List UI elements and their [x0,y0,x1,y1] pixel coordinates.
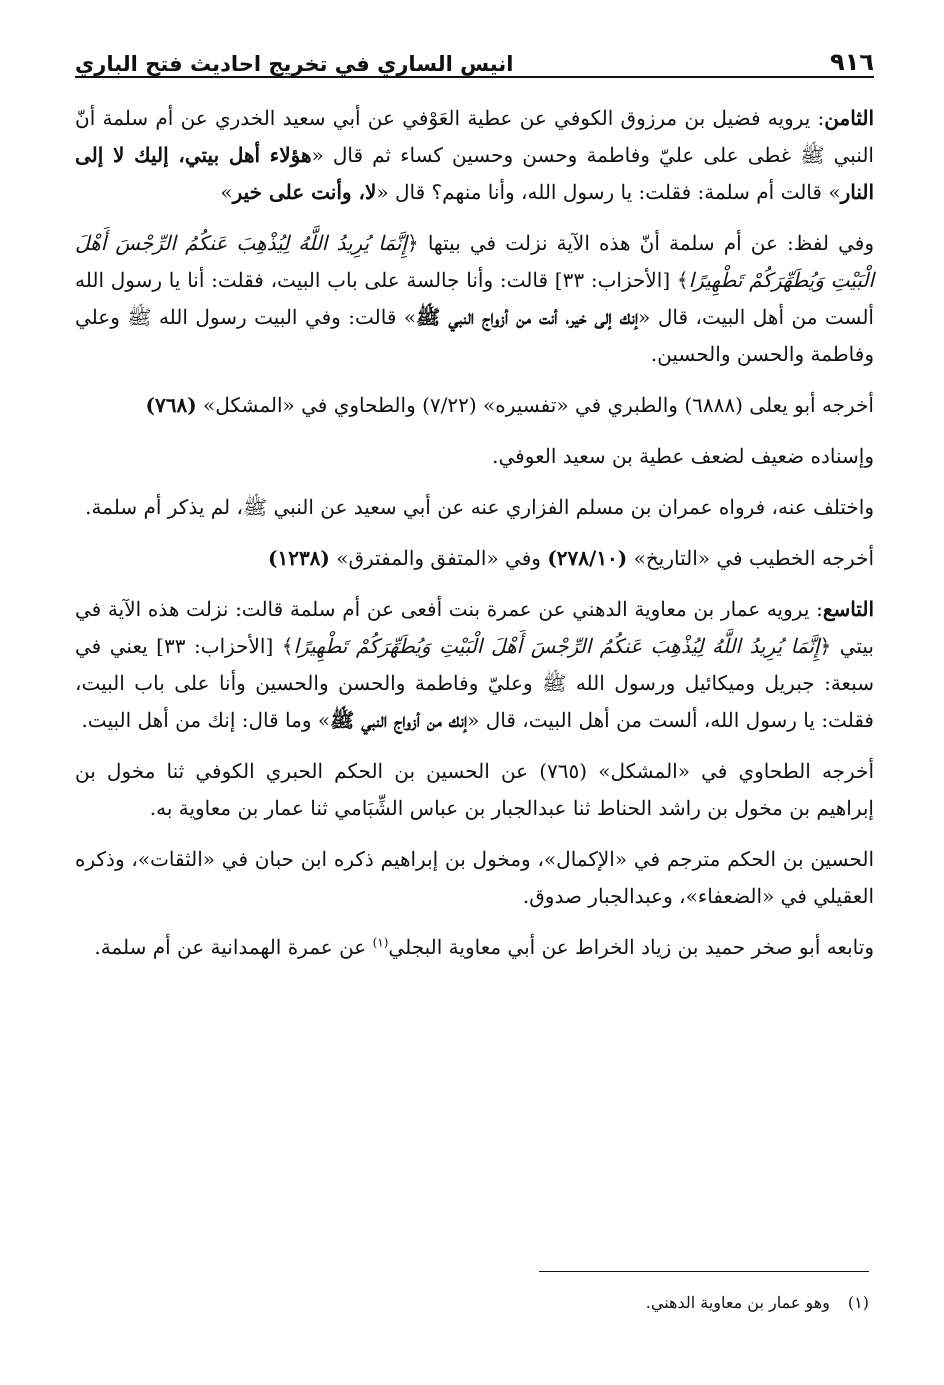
reference-number: (١٢٣٨) [267,546,330,570]
page-header [75,0,874,78]
paragraph-text: وتابعه أبو صخر حميد بن زياد الخراط عن أبي معاوية البجلي [388,935,874,959]
paragraph-citation [75,387,874,424]
paragraph-narrator-notes: الحسين بن الحكم مترجم في «الإكمال»، ومخول بن إبراهيم ذكره ابن حبان في «الثقات»، وذكره العقيلي في «الضعفاء»، وعبدالجبار صدوق. [75,847,874,908]
footnote-reference[interactable]: (١) [372,935,389,950]
paragraph-corroboration [75,929,874,966]
paragraph-text: أخرجه الخطيب في «التاريخ» [627,546,874,570]
paragraph-text: » [220,180,233,204]
paragraph-variation: واختلف عنه، فرواه عمران بن مسلم الفزاري عنه عن أبي سعيد عن النبي ﷺ، لم يذكر أم سلمة. [85,495,874,519]
paragraph-text: وفي لفظ: عن أم سلمة أنّ هذه الآية نزلت في بيتها ﴿ [407,231,874,255]
paragraph-ninth-chain [75,591,874,739]
section-label: الثامن [824,106,874,130]
page-number: ٩١٦ [830,48,874,76]
hadith-quote: إنك إلى خير، أنت من أزواج النبي ﷺ [416,305,639,329]
paragraph-text: » قالت أم سلمة: فقلت: يا رسول الله، وأنا منهم؟ قال « [376,180,841,204]
hadith-quote: إنك من أزواج النبي ﷺ [330,708,468,732]
quran-verse: إِنَّمَا يُرِيدُ اللَّهُ لِيُذْهِبَ عَنكُمُ الرِّجْسَ أَهْلَ الْبَيْتِ وَيُطَهِّرَكُمْ تَطْهِيرًا [75,231,875,292]
footnote-text: وهو عمار بن معاوية الدهني. [645,1293,830,1312]
hadith-quote: هؤلاء أهل بيتي، إليك لا إلى النار [75,143,874,204]
footnote [75,1290,869,1316]
paragraph-grading: وإسناده ضعيف لضعف عطية بن سعيد العوفي. [492,444,874,468]
paragraph-text: : يرويه عمار بن معاوية الدهني عن عمرة بنت أفعى عن أم سلمة قالت: نزلت هذه الآية في بيتي ﴿ [75,597,874,658]
paragraph-text: » وما قال: إنك من أهل البيت. [81,708,331,732]
paragraph-text: ﴾ [الأحزاب: ٣٣] يعني في سبعة: جبريل وميكائيل ورسول الله ﷺ وعليّ وفاطمة والحسن والحسين وأنا على باب البيت، فقلت: يا رسول الله، ألست من أهل البيت، قال « [75,634,874,732]
paragraph-text: وفي «المتفق والمفترق» [329,546,548,570]
reference-number: (٧٦٨) [145,393,197,417]
paragraph-other-wording [75,225,874,373]
running-title: انيس الساري في تخريج احاديث فتح الباري [75,52,514,76]
footnote-divider [539,1271,869,1272]
paragraph-text: : يرويه فضيل بن مرزوق الكوفي عن عطية العَوْفي عن أبي سعيد الخدري عن أم سلمة أنّ النبي ﷺ غطى على عليّ وفاطمة وحسن وحسين كساء ثم قال « [75,106,874,167]
footnote-marker: (١) [847,1293,869,1312]
section-label: التاسع [822,597,874,621]
quran-verse: إِنَّمَا يُرِيدُ اللَّهُ لِيُذْهِبَ عَنكُمُ الرِّجْسَ أَهْلَ الْبَيْتِ وَيُطَهِّرَكُمْ تَطْهِيرًا [293,634,820,658]
paragraph-eighth-chain [75,100,874,211]
paragraph-citation [75,540,874,577]
paragraph-text: أخرجه أبو يعلى (٦٨٨٨) والطبري في «تفسيره» (٧/٢٢) والطحاوي في «المشكل» [196,393,874,417]
paragraph-text: عن عمرة الهمدانية عن أم سلمة. [94,935,373,959]
hadith-quote: لا، وأنت على خير [232,180,377,204]
paragraph-citation: أخرجه الطحاوي في «المشكل» (٧٦٥) عن الحسين بن الحكم الحبري الكوفي ثنا مخول بن إبراهيم بن مخول بن راشد الحناط ثنا عبدالجبار بن عباس الشِّبَامي ثنا عمار بن معاوية به. [75,759,874,820]
paragraph-text: » قالت: وفي البيت رسول الله ﷺ وعلي وفاطمة والحسن والحسين. [75,305,874,366]
page-body [75,100,874,966]
paragraph-text: ﴾ [الأحزاب: ٣٣] قالت: وأنا جالسة على باب البيت، فقلت: أنا يا رسول الله ألست من أهل البيت، قال « [75,268,874,329]
reference-number: (٢٧٨/١٠) [547,546,628,570]
